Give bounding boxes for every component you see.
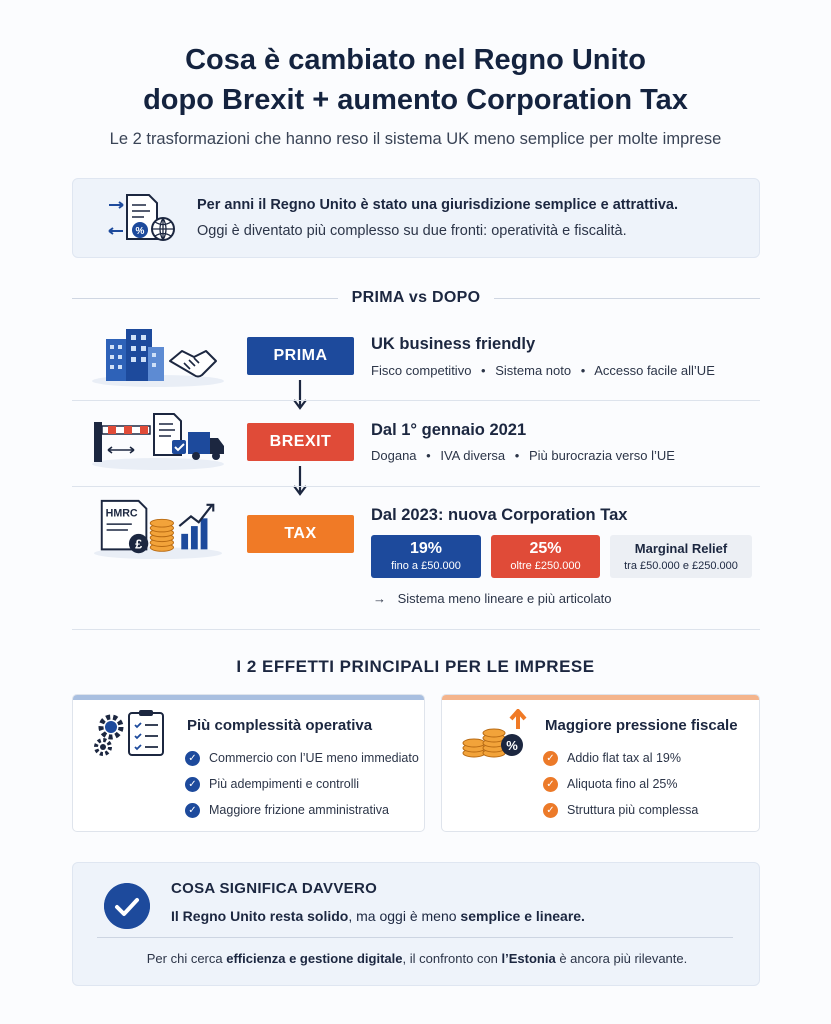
conclusion-heading: COSA SIGNIFICA DAVVERO (171, 880, 378, 897)
effect-card-operativa (72, 694, 425, 832)
row-title-prima: UK business friendly (371, 335, 536, 353)
row-divider (72, 629, 760, 630)
bullet-separator: • (426, 448, 431, 463)
check-icon: ✓ (185, 803, 200, 818)
rate-box-19 (371, 535, 481, 578)
row-items-brexit (371, 448, 675, 463)
list-item-text: Più adempimenti e controlli (209, 777, 360, 791)
card-accent-bar (442, 695, 759, 700)
pill-tax: TAX (247, 515, 354, 553)
bold-text: Il Regno Unito resta solido (171, 908, 349, 924)
pound-symbol: £ (135, 537, 143, 552)
hmrc-label: HMRC (105, 507, 138, 520)
page-subtitle: Le 2 trasformazioni che hanno reso il sistema UK meno semplice per molte imprese (109, 130, 722, 148)
card-title: Maggiore pressione fiscale (545, 717, 738, 734)
rate-value: 25% (529, 540, 562, 557)
conclusion-text (171, 908, 585, 924)
arrow-down-icon (290, 378, 310, 412)
bullet-separator: • (514, 448, 520, 463)
card-list (543, 745, 698, 823)
effect-card-fiscale (441, 694, 760, 832)
divider (494, 298, 760, 299)
list-item (185, 797, 419, 823)
rate-box-marginal-relief (610, 535, 752, 578)
document-percent-globe-icon (103, 191, 177, 247)
list-item (185, 745, 419, 771)
section-heading-effects: I 2 EFFETTI PRINCIPALI PER LE IMPRESE (236, 657, 595, 676)
bullet-separator: • (580, 363, 586, 378)
bold-text: semplice e lineare. (460, 908, 585, 924)
row-item: Fisco competitivo (371, 363, 472, 378)
check-icon: ✓ (185, 777, 200, 792)
intro-line-2: Oggi è diventato più complesso su due fronti: operatività e fiscalità. (197, 223, 627, 239)
text: Per chi cerca (146, 951, 227, 966)
row-title-tax: Dal 2023: nuova Corporation Tax (371, 506, 628, 524)
list-item-text: Addio flat tax al 19% (567, 751, 681, 765)
check-icon: ✓ (185, 751, 200, 766)
rate-value: 19% (409, 540, 443, 557)
check-icon: ✓ (543, 751, 558, 766)
rate-range: fino a £50.000 (391, 560, 461, 572)
list-item (543, 745, 698, 771)
title-line-2: dopo Brexit + aumento Corporation Tax (143, 84, 688, 116)
rate-box-25 (491, 535, 600, 578)
section-title: PRIMA vs DOPO (351, 289, 481, 306)
pill-brexit: BREXIT (247, 423, 354, 461)
row-item: Più burocrazia verso l’UE (528, 448, 675, 463)
text: è ancora più rilevante. (555, 951, 688, 966)
conclusion-box (72, 862, 760, 986)
intro-box (72, 178, 760, 258)
customs-barrier-truck-icon (88, 408, 228, 472)
check-icon: ✓ (543, 803, 558, 818)
check-circle-icon (104, 883, 150, 929)
check-icon: ✓ (543, 777, 558, 792)
intro-line-1: Per anni il Regno Unito è stato una giurisdizione semplice e attrattiva. (197, 197, 679, 213)
rate-range: tra £50.000 e £250.000 (624, 560, 738, 572)
hmrc-coins-growth-icon (88, 497, 228, 561)
rate-range: oltre £250.000 (510, 560, 581, 572)
page-title (0, 40, 831, 120)
list-item-text: Commercio con l’UE meno immediato (209, 751, 419, 765)
row-item: Accesso facile all’UE (594, 363, 715, 378)
row-item: Sistema noto (495, 363, 572, 378)
row-item: IVA diversa (440, 448, 506, 463)
list-item-text: Struttura più complessa (567, 803, 699, 817)
svg-text:%: % (135, 226, 145, 237)
buildings-handshake-icon (88, 325, 228, 389)
tax-note-text: Sistema meno lineare e più articolato (397, 591, 612, 606)
bold-text: l’Estonia (501, 951, 556, 966)
list-item-text: Maggiore frizione amministrativa (209, 803, 389, 817)
list-item (543, 797, 698, 823)
title-line-1: Cosa è cambiato nel Regno Unito (185, 44, 646, 76)
section-heading-comparison (72, 288, 760, 308)
rate-value: Marginal Relief (634, 541, 728, 556)
list-item (543, 771, 698, 797)
conclusion-bottom-line (73, 951, 761, 966)
row-items-prima (371, 363, 715, 378)
list-item (185, 771, 419, 797)
coins-percent-arrow-up-icon (460, 709, 532, 759)
gears-checklist-icon (93, 709, 175, 759)
card-list (185, 745, 419, 823)
tax-note (373, 591, 612, 606)
bullet-separator: • (481, 363, 486, 378)
svg-text:%: % (506, 738, 518, 753)
pill-prima: PRIMA (247, 337, 354, 375)
text: , ma oggi è meno (348, 908, 461, 924)
bold-text: efficienza e gestione digitale (226, 951, 403, 966)
card-accent-bar (73, 695, 424, 700)
list-item-text: Aliquota fino al 25% (567, 777, 678, 791)
divider (97, 937, 733, 938)
text: , il confronto con (402, 951, 502, 966)
row-divider (72, 400, 760, 401)
arrow-down-icon (290, 464, 310, 498)
row-divider (72, 486, 760, 487)
arrow-right-icon: → (373, 591, 386, 606)
row-title-brexit: Dal 1° gennaio 2021 (371, 421, 527, 439)
card-title: Più complessità operativa (187, 717, 373, 734)
divider (72, 298, 338, 299)
row-item: Dogana (371, 448, 417, 463)
